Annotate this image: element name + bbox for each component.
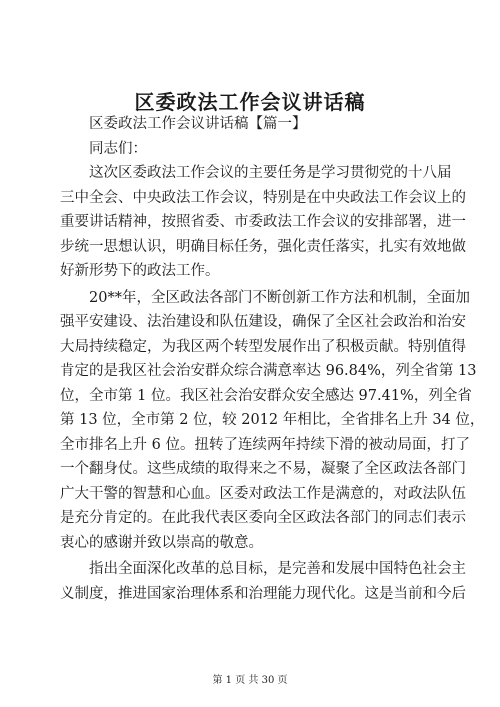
paragraph-line: 义制度，推进国家治理体系和治理能力现代化。这是当前和今后: [60, 585, 466, 602]
greeting: [60, 137, 448, 162]
paragraph-line: 大局持续稳定，为我区两个转型发展作出了积极贡献。特别值得: [60, 338, 466, 355]
page-footer: 第 1 页 共 30 页: [212, 675, 288, 686]
document-title: 区委政法工作会议讲话稿: [134, 90, 366, 114]
greeting-line: 同志们：: [89, 140, 147, 157]
paragraph-line: 步统一思想认识，明确目标任务，强化责任落实，扎实有效地做: [60, 238, 466, 255]
paragraph-line: 是充分肯定的。在此我代表区委向全区政法各部门的同志们表示: [60, 510, 466, 526]
paragraph-line: 强平安建设、法治建设和队伍建设，确保了全区社会政治和治安: [60, 314, 466, 330]
paragraph-line: 指出全面深化改革的总目标，是完善和发展中国特色社会主: [89, 561, 466, 577]
subtitle-line: 区委政法工作会议讲话稿【篇一】: [89, 116, 307, 132]
document-subtitle: [60, 112, 448, 137]
paragraph-line: 三中全会、中央政法工作会议，特别是在中央政法工作会议上的: [60, 189, 466, 206]
paragraph-line: 广大干警的智慧和心血。区委对政法工作是满意的，对政法队伍: [60, 485, 466, 502]
paragraph-line: 这次区委政法工作会议的主要任务是学习贯彻党的十八届: [89, 165, 452, 181]
paragraph-line: 衷心的感谢并致以崇高的敬意。: [60, 534, 263, 551]
paragraph-1: [60, 161, 466, 284]
paragraph-2: [60, 286, 485, 556]
paragraph-line: 重要讲话精神，按照省委、市委政法工作会议的安排部署，进一: [60, 214, 466, 230]
paragraph-line: 一个翻身仗。这些成绩的取得来之不易，凝聚了全区政法各部门: [60, 461, 466, 477]
paragraph-line: 肯定的是我区社会治安群众综合满意率达 96.84%，列全省第 13: [60, 363, 477, 379]
paragraph-3: [60, 557, 466, 606]
paragraph-line: 好新形势下的政法工作。: [60, 263, 220, 279]
paragraph-line: 20**年，全区政法各部门不断创新工作方法和机制，全面加: [89, 289, 470, 306]
paragraph-line: 位，全市第 1 位。我区社会治安群众安全感达 97.41%，列全省: [60, 387, 472, 404]
paragraph-line: 第 13 位，全市第 2 位，较 2012 年相比，全省排名上升 34 位，: [60, 412, 485, 428]
document-body: [60, 112, 485, 606]
paragraph-line: 全市排名上升 6 位。扭转了连续两年持续下滑的被动局面，打了: [60, 436, 470, 453]
